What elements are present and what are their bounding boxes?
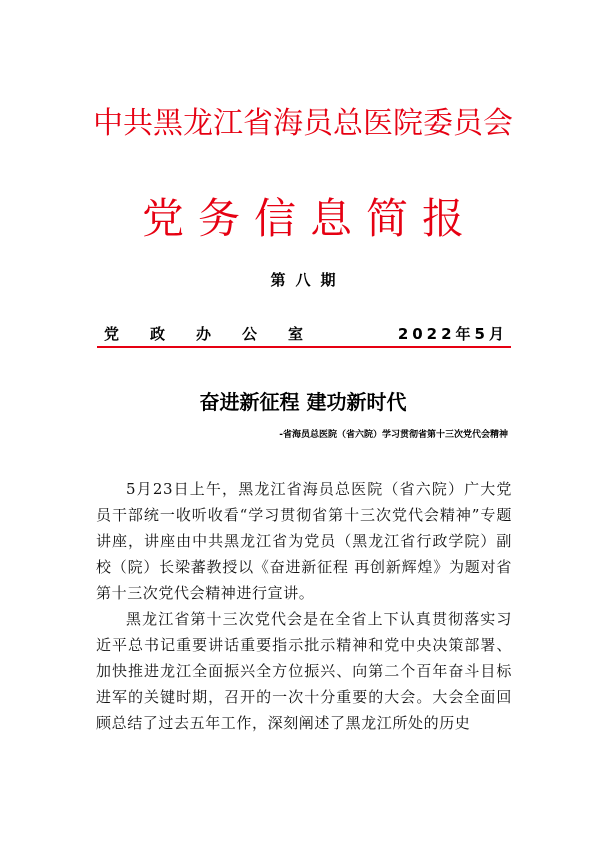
article-title: 奋进新征程 建功新时代 (199, 390, 407, 414)
article-body (96, 476, 512, 736)
issuing-office: 党政办公室 (104, 325, 335, 343)
bulletin-title: 党务信息简报 (141, 194, 478, 243)
article-subtitle: -省海员总医院（省六院）学习贯彻省第十三次党代会精神 (279, 430, 508, 440)
red-divider (97, 346, 511, 348)
masthead-row (104, 322, 508, 346)
issue-date: 2022年5月 (397, 325, 508, 343)
org-name: 中共黑龙江省海员总医院委员会 (93, 106, 513, 141)
issue-number: 第八期 (270, 271, 346, 289)
paragraph: 5月23日上午，黑龙江省海员总医院（省六院）广大党员干部统一收听收看“学习贯彻省第十三次党代会精神”专题讲座，讲座由中共黑龙江省为党员（黑龙江省行政学院）副校（院）长梁蕃教授以《奋进新征程 再创新辉煌》为题对省第十三次党代会精神进行宣讲。 (96, 480, 512, 602)
paragraph: 黑龙江省第十三次党代会是在全省上下认真贯彻落实习近平总书记重要讲话重要指示批示精神和党中央决策部署、加快推进龙江全面振兴全方位振兴、向第二个百年奋斗目标进军的关键时期，召开的一次十分重要的大会。大会全面回顾总结了过去五年工作，深刻阐述了黑龙江所处的历史 (96, 610, 512, 732)
